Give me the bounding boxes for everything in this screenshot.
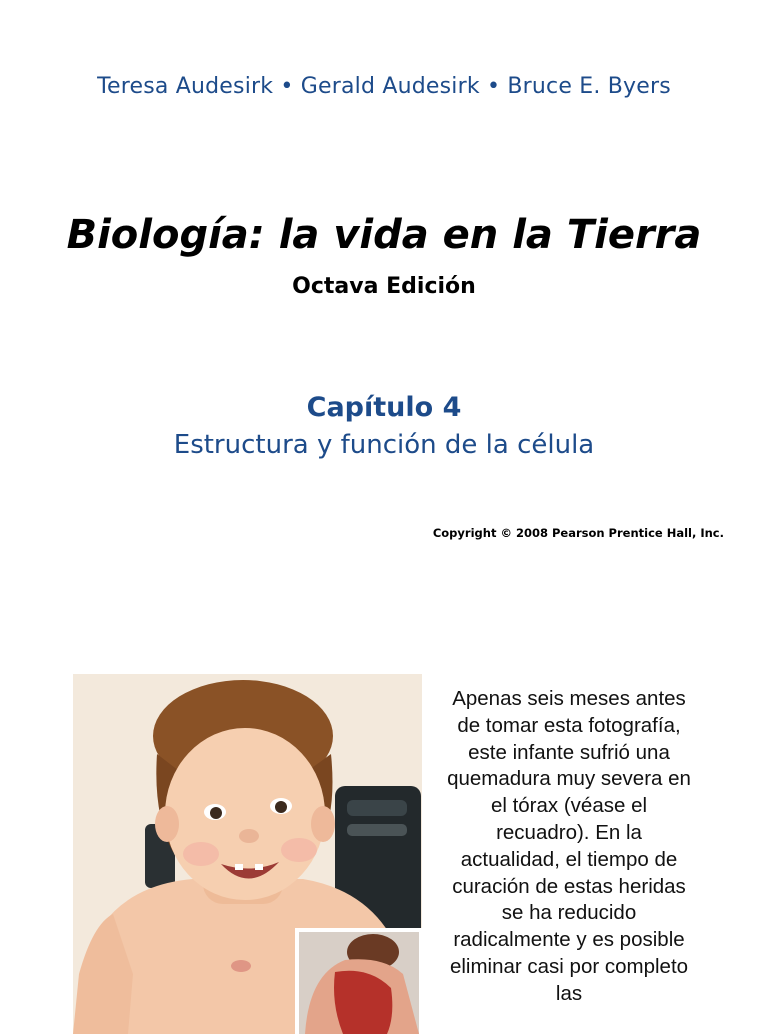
edition-label: Octava Edición [292, 274, 476, 299]
copyright-notice: Copyright © 2008 Pearson Prentice Hall, Inc. [432, 526, 724, 540]
chapter-title: Estructura y función de la célula [173, 430, 595, 460]
infant-photo [73, 674, 422, 1034]
infant-photo-illustration [73, 674, 422, 1034]
chapter-number: Capítulo 4 [306, 392, 462, 423]
burn-inset-photo [295, 928, 422, 1034]
book-title: Biología: la vida en la Tierra [66, 212, 702, 258]
caption-text: Apenas seis meses antes de tomar esta fotografía, este infante sufrió una quemadura muy severa en el tórax (véase el recuadro). En la actualidad, el tiempo de curación de estas heridas se ha reducido radicalmente y es posible eliminar casi por completo las [447, 687, 691, 1005]
authors-line: Teresa Audesirk • Gerald Audesirk • Bruce E. Byers [97, 74, 671, 99]
